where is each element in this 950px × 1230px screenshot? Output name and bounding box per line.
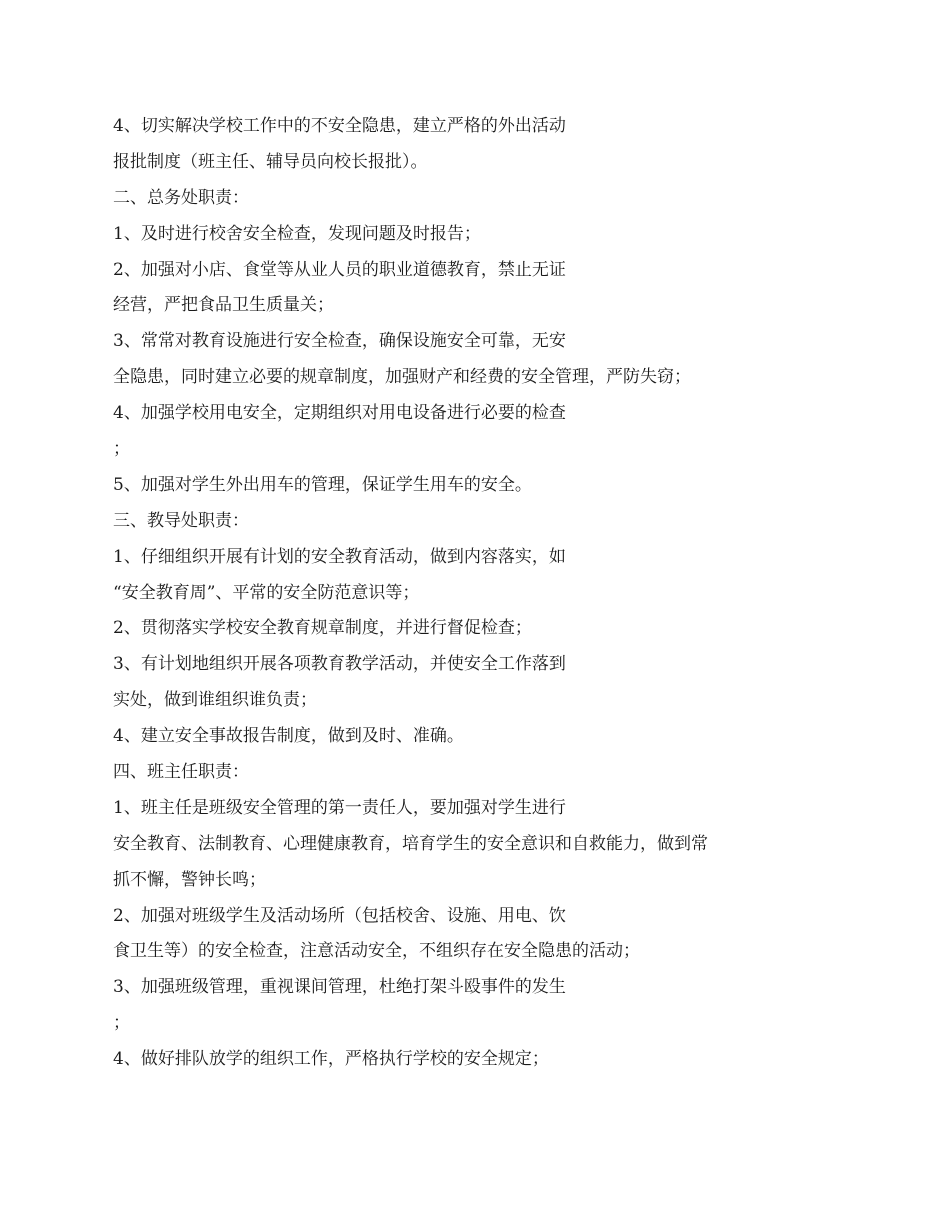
text-line: “安全教育周”、平常的安全防范意识等； bbox=[113, 582, 420, 603]
text-line: 食卫生等）的安全检查，注意活动安全，不组织存在安全隐患的活动； bbox=[113, 941, 640, 962]
text-line: 报批制度（班主任、辅导员向校长报批）。 bbox=[113, 151, 428, 172]
text-line: 2、加强对小店、食堂等从业人员的职业道德教育，禁止无证 bbox=[113, 259, 566, 280]
text-line: 4、切实解决学校工作中的不安全隐患，建立严格的外出活动 bbox=[113, 116, 566, 136]
text-line: 3、有计划地组织开展各项教育教学活动，并使安全工作落到 bbox=[113, 654, 566, 675]
text-line: 经营，严把食品卫生质量关； bbox=[113, 295, 334, 316]
text-line: 5、加强对学生外出用车的管理，保证学生用车的安全。 bbox=[113, 474, 532, 495]
text-line: 4、加强学校用电安全，定期组织对用电设备进行必要的检查 bbox=[113, 403, 566, 424]
text-line: 3、加强班级管理，重视课间管理，杜绝打架斗殴事件的发生 bbox=[113, 977, 566, 998]
text-line: 4、做好排队放学的组织工作，严格执行学校的安全规定； bbox=[113, 1049, 549, 1070]
text-line: ； bbox=[113, 439, 130, 460]
section-heading: 四、班主任职责： bbox=[113, 762, 249, 783]
text-line: 1、班主任是班级安全管理的第一责任人，要加强对学生进行 bbox=[113, 797, 566, 818]
section-heading: 三、教导处职责： bbox=[113, 510, 249, 531]
text-line: 全隐患，同时建立必要的规章制度，加强财产和经费的安全管理，严防失窃； bbox=[113, 367, 691, 388]
text-line: 2、贯彻落实学校安全教育规章制度，并进行督促检查； bbox=[113, 618, 532, 639]
text-line: 3、常常对教育设施进行安全检查，确保设施安全可靠，无安 bbox=[113, 331, 566, 352]
section-heading: 二、总务处职责： bbox=[113, 187, 249, 208]
text-line: 1、及时进行校舍安全检查，发现问题及时报告； bbox=[113, 223, 481, 244]
text-line: 4、建立安全事故报告制度，做到及时、准确。 bbox=[113, 726, 464, 747]
text-line: 1、仔细组织开展有计划的安全教育活动，做到内容落实，如 bbox=[113, 546, 566, 567]
text-line: 抓不懈，警钟长鸣； bbox=[113, 869, 266, 890]
text-line: 安全教育、法制教育、心理健康教育，培育学生的安全意识和自救能力，做到常 bbox=[113, 833, 708, 854]
text-line: 2、加强对班级学生及活动场所（包括校舍、设施、用电、饮 bbox=[113, 905, 566, 926]
document-body bbox=[113, 109, 813, 1078]
text-line: ； bbox=[113, 1013, 130, 1034]
text-line: 实处，做到谁组织谁负责； bbox=[113, 690, 317, 711]
